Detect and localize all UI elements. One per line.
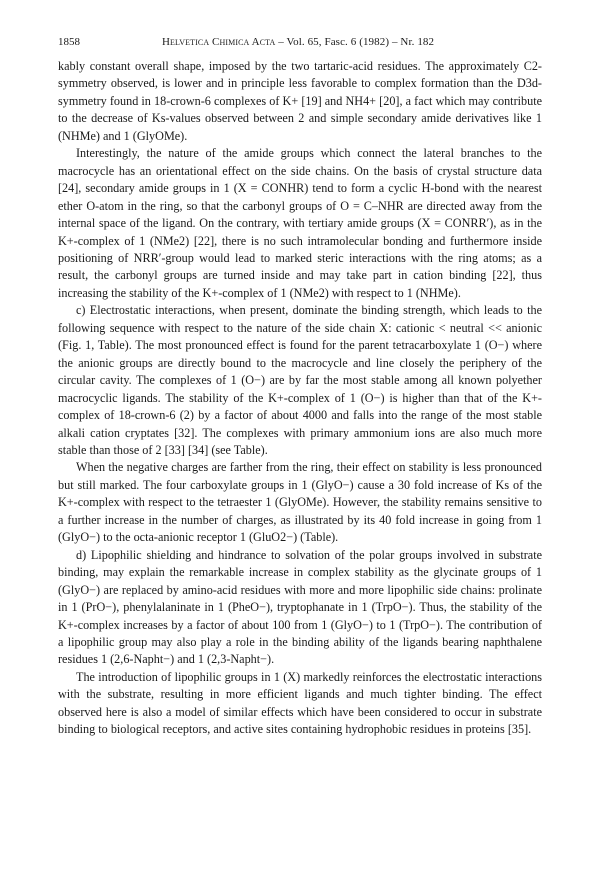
- paragraph-negative-charges: When the negative charges are farther from the ring, their effect on stability is less pronounced but still marked. The four carboxylate groups in 1 (GlyO−) cause a 30 fold increase of Ks of the K+-complex with respect to the tetraester 1 (GlyOMe). However, the stability remains sensitive to a further increase in the number of charges, as illustrated by its 40 fold increase in going from 1 (GlyO−) to the octa-anionic receptor 1 (GluO2−) (Table).: [58, 460, 542, 545]
- article-body: [58, 58, 542, 739]
- journal-name: Helvetica Chimica Acta: [162, 36, 276, 48]
- issue-info: – Vol. 65, Fasc. 6 (1982) – Nr. 182: [278, 36, 435, 48]
- paragraph-electrostatic: c) Electrostatic interactions, when present, dominate the binding strength, which leads to the following sequence with respect to the nature of the side chain X: cationic < neutral << anionic (Fig. 1, Table). The most pronounced effect is found for the parent tetracarboxylate 1 (O−) where the anionic groups are directly bound to the macrocycle and line closely the periphery of the circular cavity. The complexes of 1 (O−) are by far the most stable among all known polyether macrocyclic ligands. The stability of the K+-complex of 1 (O−) is higher than that of the K+-complex of 18-crown-6 (2) by a factor of about 4000 and falls into the range of the most stable alkali cation cryptates [32]. The complexes with primary ammonium ions are also much more stable than those of 2 [33] [34] (see Table).: [58, 303, 542, 457]
- paragraph-amide-orientation: Interestingly, the nature of the amide groups which connect the lateral branches to the macrocycle has an orientational effect on the side chains. On the basis of crystal structure data [24], secondary amide groups in 1 (X = CONHR) tend to form a cyclic H-bond with the nearest ether O-atom in the ring, so that the carbonyl groups of O = C–NHR are directed away from the internal space of the ligand. On the contrary, with tertiary amide groups (X = CONRR′), as in the K+-complex of 1 (NMe2) [22], there is no such intramolecular bonding and furthermore inside positioning of NRR′-group would lead to marked steric interactions with the ring atoms; as a result, the carbonyl groups are turned inside and may take part in cation binding [22], thus increasing the stability of the K+-complex of 1 (NMe2) with respect to 1 (NHMe).: [58, 146, 542, 300]
- page-number: 1858: [58, 36, 80, 48]
- running-header: [58, 36, 542, 50]
- running-title: [162, 36, 434, 48]
- paragraph-continued: kably constant overall shape, imposed by the two tartaric-acid residues. The approximately C2-symmetry observed, is lower and in principle less favorable to complex formation than the D3d-symmetry found in 18-crown-6 complexes of K+ [19] and NH4+ [20], a fact which may contribute to the decrease of Ks-values observed between 2 and simple secondary amide derivatives like 1 (NHMe) and 1 (GlyOMe).: [58, 59, 542, 143]
- paragraph-lipophilic-shielding: d) Lipophilic shielding and hindrance to solvation of the polar groups involved in substrate binding, may explain the remarkable increase in complex stability as the glycinate groups of 1 (GlyO−) are replaced by amino-acid residues with more and more lipophilic side chains: prolinate in 1 (PrO−), phenylalaninate in 1 (PheO−), tryptophanate in 1 (TrpO−). Thus, the stability of the K+-complex increases by a factor of about 100 from 1 (GlyO−) to 1 (TrpO−). The contribution of a lipophilic group may also play a role in the binding ability of the ligands bearing naphthalene residues 1 (2,6-Napht−) and 1 (2,3-Napht−).: [58, 547, 542, 667]
- paragraph-lipophilic-groups: The introduction of lipophilic groups in 1 (X) markedly reinforces the electrostatic interactions with the substrate, resulting in more efficient ligands and much tighter binding. The effect observed here is also a model of similar effects which have been considered to occur in substrate binding to biological receptors, and active sites containing hydrophobic residues in proteins [35].: [58, 669, 542, 737]
